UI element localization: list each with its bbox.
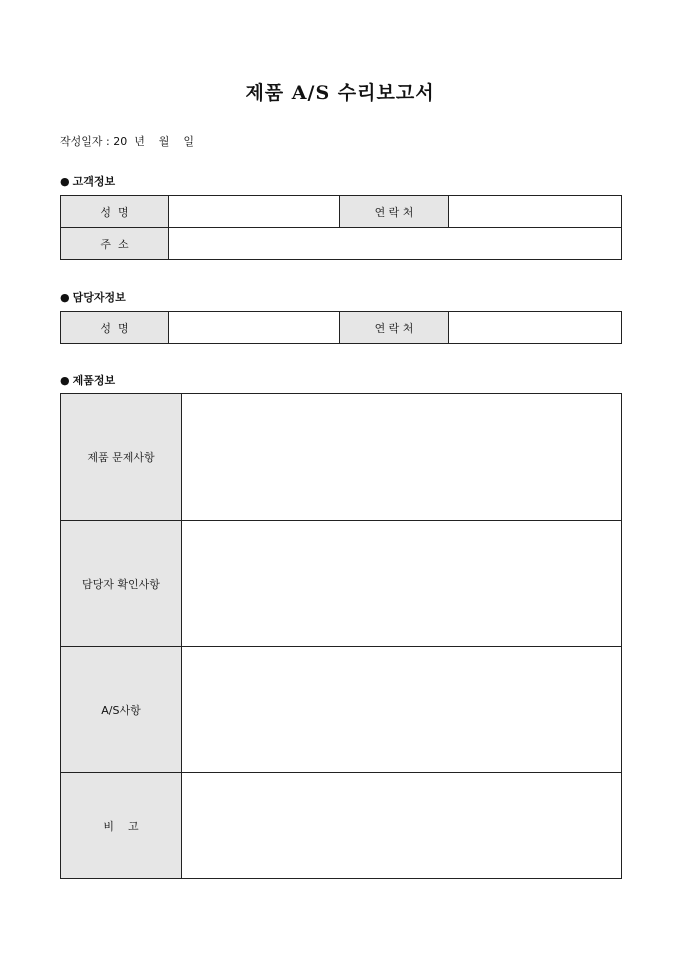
manager-section-heading	[60, 289, 126, 305]
bullet-icon: ●	[60, 291, 70, 304]
manager-contact-field[interactable]	[449, 312, 622, 344]
manager-heading-text: 담당자정보	[72, 291, 126, 304]
date-line: 작성일자 : 20 년 월 일	[60, 135, 195, 148]
customer-name-field[interactable]	[169, 196, 340, 228]
customer-address-label: 주 소	[61, 228, 169, 260]
customer-heading-text: 고객정보	[72, 175, 116, 188]
manager-contact-label: 연 락 처	[340, 312, 449, 344]
customer-name-label: 성 명	[61, 196, 169, 228]
product-section-heading	[60, 372, 115, 388]
product-heading-text: 제품정보	[72, 374, 116, 387]
document-title: 제품 A/S 수리보고서	[245, 82, 435, 104]
manager-name-field[interactable]	[169, 312, 340, 344]
customer-info-table	[60, 195, 622, 260]
product-issue-field[interactable]	[182, 394, 622, 521]
manager-check-label: 담당자 확인사항	[61, 521, 182, 647]
as-details-label: A/S사항	[61, 647, 182, 773]
remarks-label: 비 고	[61, 773, 182, 879]
customer-contact-field[interactable]	[449, 196, 622, 228]
manager-info-table	[60, 311, 622, 344]
manager-check-field[interactable]	[182, 521, 622, 647]
remarks-field[interactable]	[182, 773, 622, 879]
product-info-table	[60, 393, 622, 879]
customer-contact-label: 연 락 처	[340, 196, 449, 228]
bullet-icon: ●	[60, 175, 70, 188]
as-details-field[interactable]	[182, 647, 622, 773]
manager-name-label: 성 명	[61, 312, 169, 344]
product-issue-label: 제품 문제사항	[61, 394, 182, 521]
customer-address-field[interactable]	[169, 228, 622, 260]
customer-section-heading	[60, 173, 115, 189]
bullet-icon: ●	[60, 374, 70, 387]
